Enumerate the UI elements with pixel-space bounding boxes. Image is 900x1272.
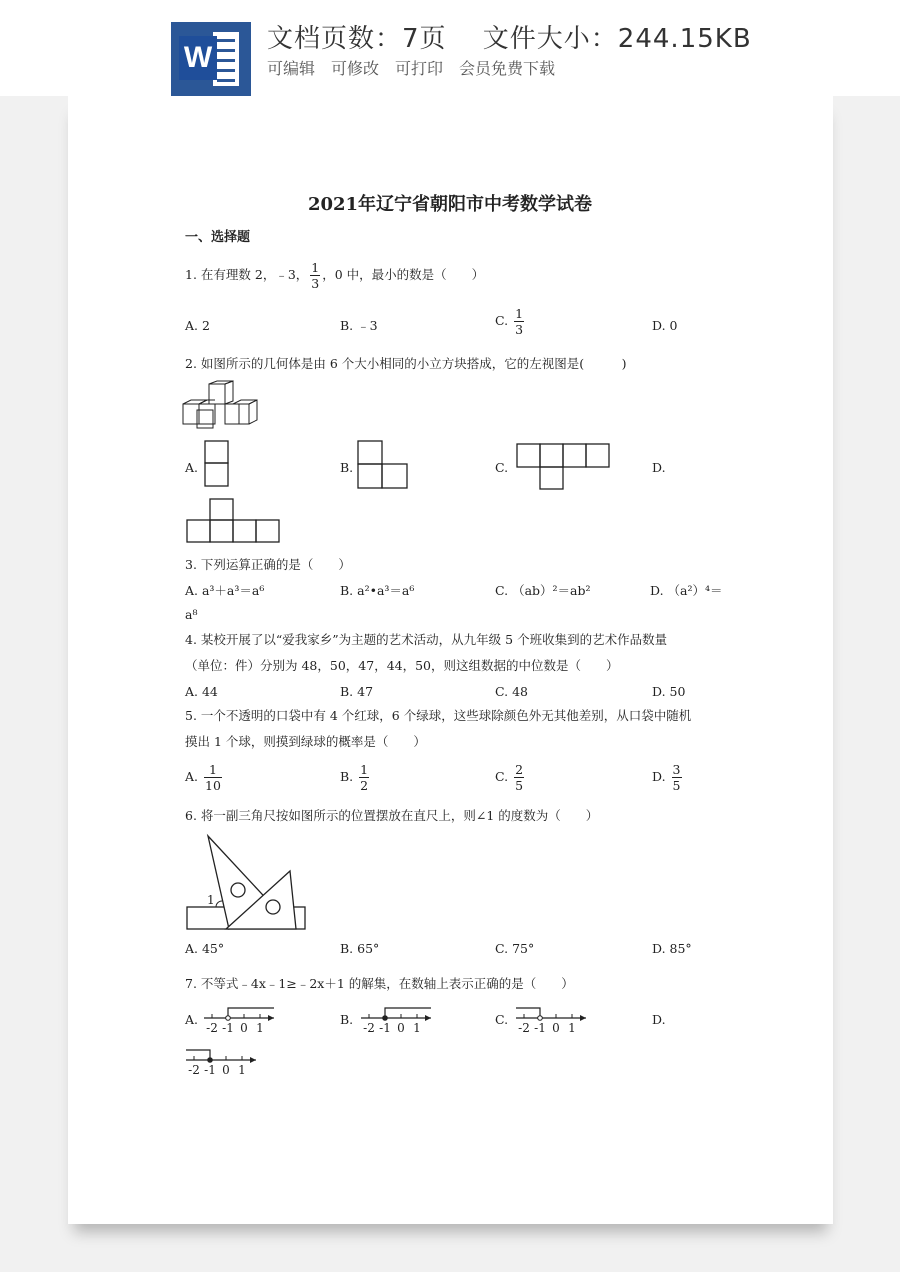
axis-tick-label: -1 (204, 1063, 216, 1077)
solution-range (228, 1008, 274, 1018)
fraction-one-third: $\frac{1}{3}$ (311, 260, 320, 291)
boundary-point (538, 1016, 543, 1021)
axis-tick-label: -2 (206, 1021, 218, 1035)
axis-tick-label: -2 (188, 1063, 200, 1077)
q7-number-line-d (186, 1046, 260, 1076)
q6-option-b: B. 65° (340, 941, 380, 956)
q7-number-line-b (361, 1004, 435, 1034)
axis-tick-label: -1 (222, 1021, 234, 1035)
q3-option-a: A. a³＋a³＝a⁶ (185, 583, 265, 598)
question-7: 7. 不等式﹣4x﹣1≥﹣2x＋1 的解集，在数轴上表示正确的是（ ） (185, 976, 574, 991)
q7-option-d: D. (652, 1012, 666, 1027)
q7-number-line-c (516, 1004, 590, 1034)
question-2: 2. 如图所示的几何体是由 6 个大小相同的小立方块搭成，它的左视图是( ) (185, 356, 627, 371)
question-3: 3. 下列运算正确的是（ ） (185, 557, 351, 572)
axis-tick-label: 1 (413, 1021, 421, 1035)
axis-tick-label: 1 (256, 1021, 264, 1035)
q3-option-d: D. （a²）⁴＝ (650, 583, 723, 598)
q2-option-b: B. (340, 460, 354, 475)
question-4-line-1: 4. 某校开展了以“爱我家乡”为主题的艺术活动，从九年级 5 个班收集到的艺术作品数量 (185, 632, 668, 647)
solution-range (516, 1008, 540, 1018)
exam-title: 2021年辽宁省朝阳市中考数学试卷 (307, 194, 593, 215)
q2-solid-figure (183, 381, 273, 431)
q5-option-b: B. $\frac{1}{2}$ (340, 762, 369, 793)
q3-option-b: B. a²•a³＝a⁶ (340, 583, 415, 598)
q5-option-d: D. $\frac{3}{5}$ (652, 762, 681, 793)
q7-option-c: C. (495, 1012, 509, 1027)
question-5-line-1: 5. 一个不透明的口袋中有 4 个红球，6 个绿球，这些球除颜色外无其他差别，从口袋中随机 (185, 708, 692, 723)
question-6: 6. 将一副三角尺按如图所示的位置摆放在直尺上，则∠1 的度数为（ ） (185, 808, 599, 823)
q4-option-d: D. 50 (652, 684, 686, 699)
q4-option-b: B. 47 (340, 684, 374, 699)
axis-tick-label: 0 (552, 1021, 560, 1035)
file-features-subtitle: 可编辑 可修改 可打印 会员免费下载 (267, 59, 556, 78)
section-heading: 一、选择题 (185, 230, 251, 245)
angle-1-label: 1 (207, 893, 215, 907)
axis-tick-label: -1 (534, 1021, 546, 1035)
q3-option-d-continued: a⁸ (185, 607, 198, 622)
boundary-point (383, 1016, 388, 1021)
solution-range (186, 1050, 210, 1060)
q6-option-c: C. 75° (495, 941, 535, 956)
axis-tick-label: 0 (222, 1063, 230, 1077)
q6-triangle-ruler-figure (186, 834, 308, 932)
q7-option-b: B. (340, 1012, 354, 1027)
solution-range (385, 1008, 431, 1018)
q6-option-a: A. 45° (185, 941, 225, 956)
axis-tick-label: 1 (238, 1063, 246, 1077)
q1-option-d: D. 0 (652, 318, 678, 333)
q5-option-a: A. $\frac{1}{10}$ (185, 762, 221, 793)
axis-tick-label: -1 (379, 1021, 391, 1035)
question-4-line-2: （单位：件）分别为 48，50，47，44，50，则这组数据的中位数是（ ） (185, 658, 619, 673)
axis-arrow (250, 1057, 256, 1063)
q1-option-a: A. 2 (185, 318, 210, 333)
q2-option-c: C. (495, 460, 509, 475)
file-info-title: 文档页数：7页 文件大小：244.15KB (267, 24, 752, 54)
boundary-point (226, 1016, 231, 1021)
q4-option-c: C. 48 (495, 684, 528, 699)
q2-option-d: D. (652, 460, 666, 475)
axis-tick-label: -2 (363, 1021, 375, 1035)
q2-option-a-figure (204, 440, 230, 488)
boundary-point (208, 1058, 213, 1063)
q7-number-line-a (204, 1004, 278, 1034)
q2-option-b-figure (357, 440, 411, 490)
axis-tick-label: -2 (518, 1021, 530, 1035)
q7-option-a: A. (185, 1012, 199, 1027)
q2-option-c-figure (516, 443, 612, 491)
q4-option-a: A. 44 (185, 684, 218, 699)
q5-option-c: C. $\frac{2}{5}$ (495, 762, 524, 793)
q1-option-c: C. $\frac{1}{3}$ (495, 306, 524, 337)
axis-tick-label: 0 (240, 1021, 248, 1035)
axis-arrow (268, 1015, 274, 1021)
q3-option-c: C. （ab）²＝ab² (495, 583, 591, 598)
axis-tick-label: 0 (397, 1021, 405, 1035)
axis-arrow (580, 1015, 586, 1021)
q2-option-a: A. (185, 460, 199, 475)
download-header (0, 0, 900, 96)
q1-option-b: B. ﹣3 (340, 318, 378, 333)
word-document-icon: W (171, 22, 251, 96)
axis-arrow (425, 1015, 431, 1021)
question-5-line-2: 摸出 1 个球，则摸到绿球的概率是（ ） (185, 734, 426, 749)
q2-option-d-figure (186, 498, 282, 544)
question-1: 1. 在有理数 2，﹣3， $\frac{1}{3}$ ，0 中，最小的数是（ ） (185, 260, 485, 291)
axis-tick-label: 1 (568, 1021, 576, 1035)
q6-option-d: D. 85° (652, 941, 692, 956)
